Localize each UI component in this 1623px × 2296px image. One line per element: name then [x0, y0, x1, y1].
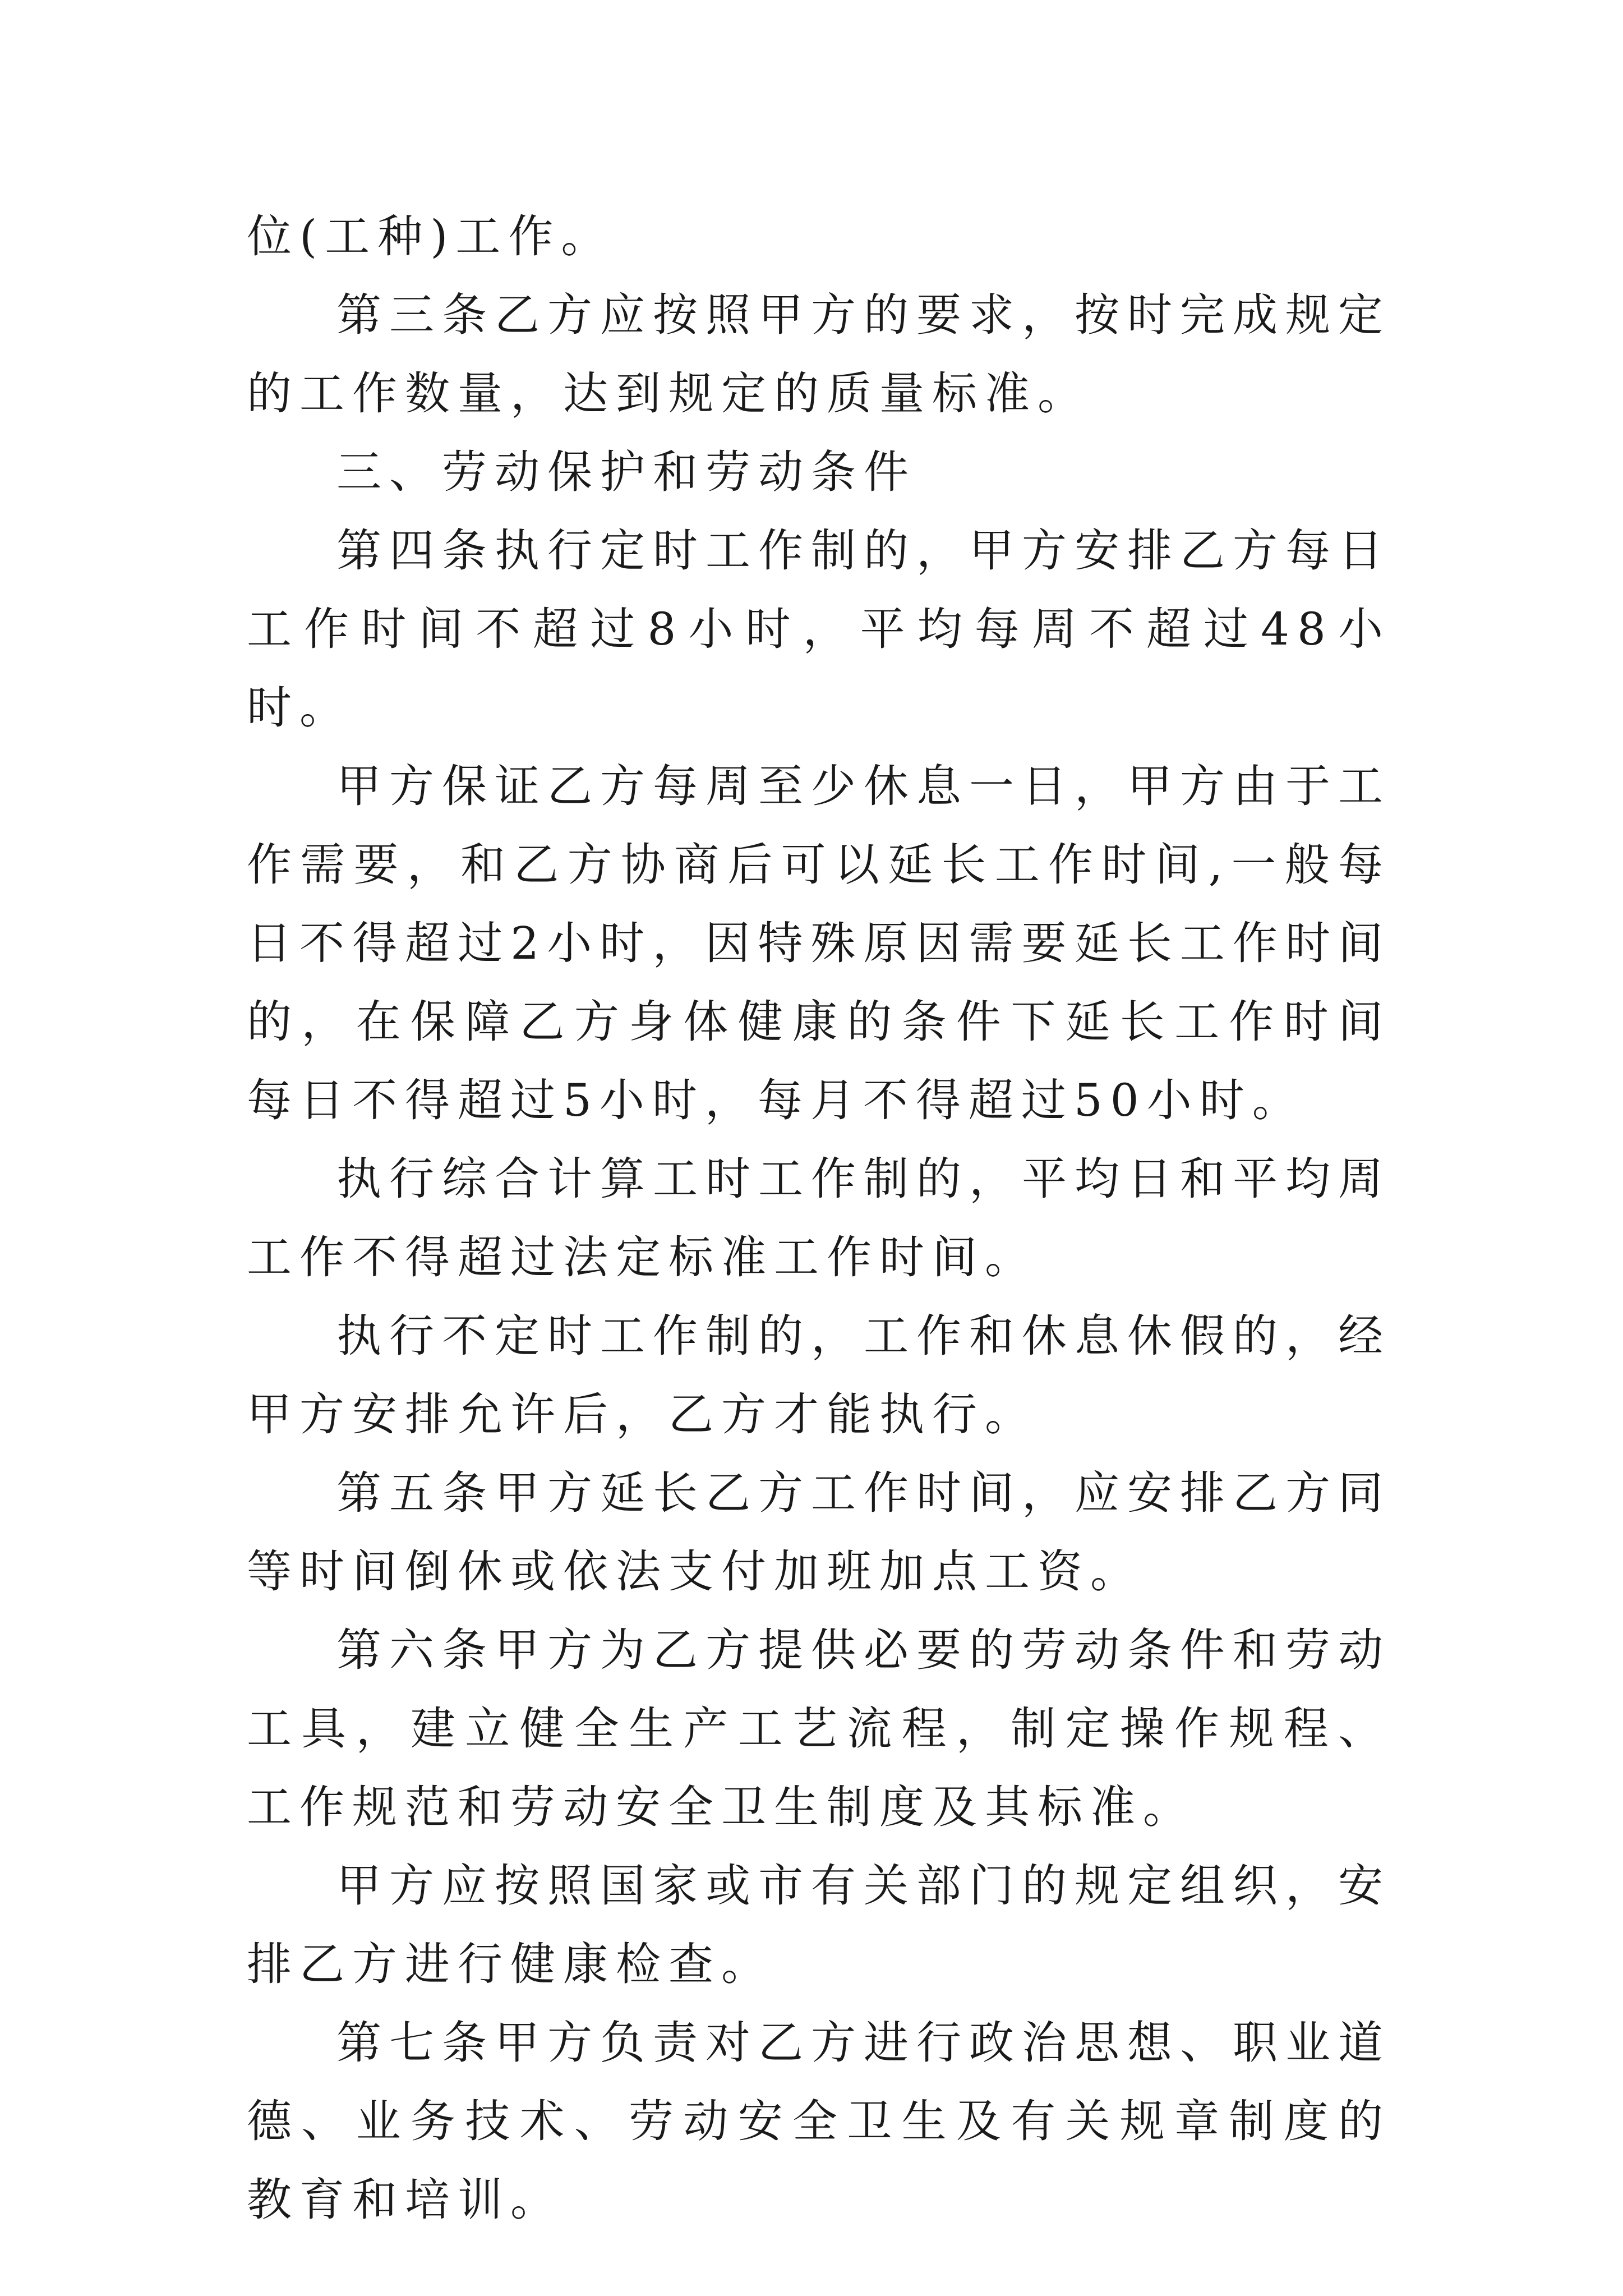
section-heading-labor-protection: 三、劳动保护和劳动条件 [336, 446, 916, 498]
paragraph-article-5: 第五条甲方延长乙方工作时间，应安排乙方同等时间倒休或依法支付加班加点工资。 [247, 1467, 1391, 1598]
paragraph-article-3: 第三条乙方应按照甲方的要求，按时完成规定的工作数量，达到规定的质量标准。 [247, 289, 1391, 420]
paragraph-health-check: 甲方应按照国家或市有关部门的规定组织，安排乙方进行健康检查。 [247, 1860, 1391, 1990]
paragraph-article-6: 第六条甲方为乙方提供必要的劳动条件和劳动工具，建立健全生产工艺流程，制定操作规程、工作规范和劳动安全卫生制度及其标准。 [247, 1624, 1391, 1833]
paragraph-flexible-hours: 执行不定时工作制的，工作和休息休假的，经甲方安排允许后，乙方才能执行。 [247, 1310, 1391, 1441]
paragraph-rest-and-overtime: 甲方保证乙方每周至少休息一日，甲方由于工作需要，和乙方协商后可以延长工作时间,一般每日不得超过2小时，因特殊原因需要延长工作时间的，在保障乙方身体健康的条件下延长工作时间每日不得超过5小时，每月不得超过50小时。 [247, 760, 1391, 1126]
paragraph-article-4: 第四条执行定时工作制的，甲方安排乙方每日工作时间不超过8小时，平均每周不超过48小时。 [247, 524, 1391, 734]
paragraph-comprehensive-hours: 执行综合计算工时工作制的，平均日和平均周工作不得超过法定标准工作时间。 [247, 1153, 1391, 1283]
document-body [247, 197, 1391, 2239]
paragraph-continuation: 位(工种)工作。 [247, 210, 614, 263]
paragraph-article-7: 第七条甲方负责对乙方进行政治思想、职业道德、业务技术、劳动安全卫生及有关规章制度的教育和培训。 [247, 2017, 1391, 2226]
